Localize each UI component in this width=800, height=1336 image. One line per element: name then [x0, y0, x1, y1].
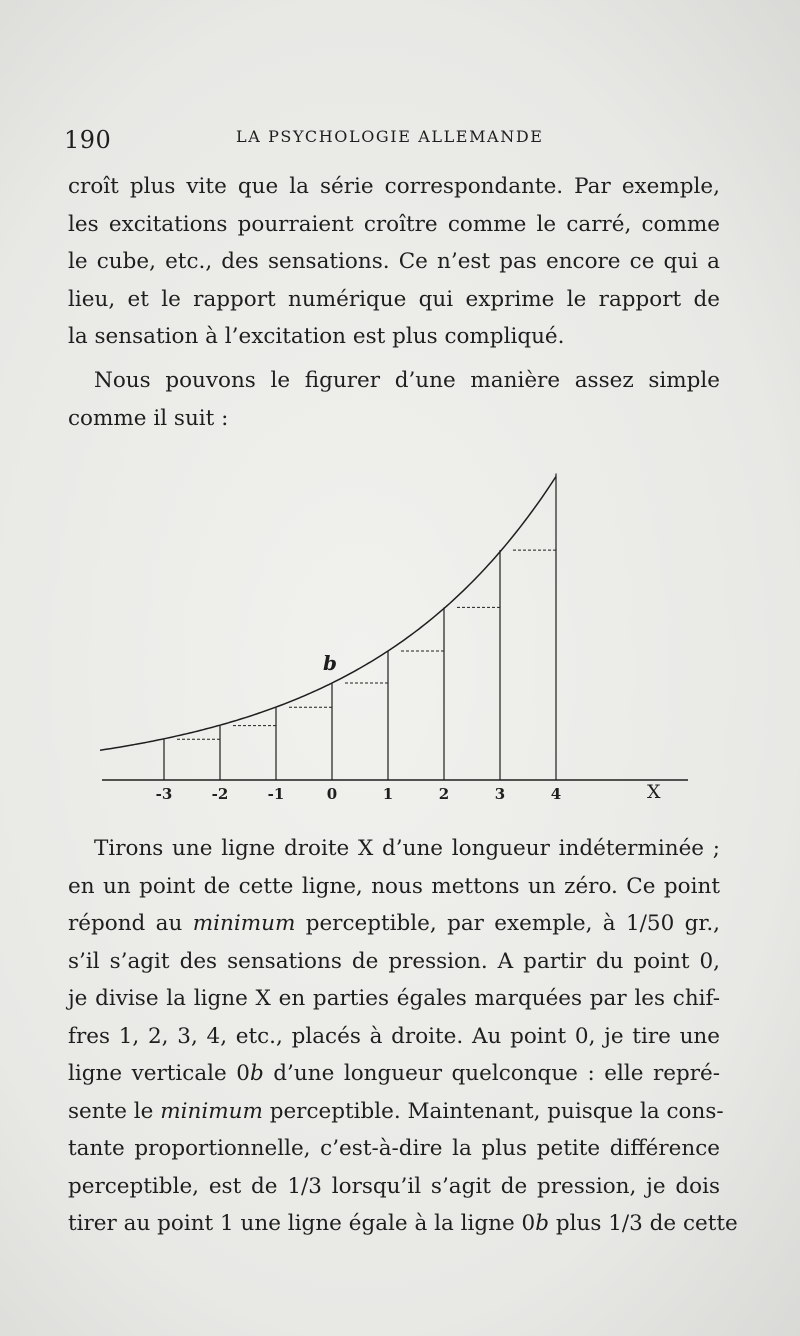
- tick-label: 2: [438, 785, 450, 803]
- text-run: s’il s’agit des sensations de pression. A partir du point 0,: [68, 948, 720, 974]
- text-line: [68, 1130, 720, 1168]
- text-line: [68, 1205, 738, 1243]
- text-line: [68, 905, 720, 943]
- text-line: croît plus vite que la série correspondante. Par exemple,: [68, 174, 720, 199]
- text-line: les excitations pourraient croître comme le carré, comme: [68, 211, 720, 237]
- text-line: [68, 830, 720, 868]
- text-run: plus 1/3 de cette: [549, 1211, 738, 1236]
- tick-label: 4: [550, 785, 562, 803]
- text-run: fres 1, 2, 3, 4, etc., placés à droite. Au point 0, je tire une: [68, 1023, 720, 1049]
- text-run: Tirons une ligne droite X d’une longueur indéterminée ;: [94, 836, 720, 861]
- tick-label: 1: [382, 785, 394, 803]
- text-line: [68, 1018, 720, 1056]
- text-run: perceptible. Maintenant, puisque la cons-: [262, 1098, 724, 1124]
- paragraph-2: [68, 362, 720, 437]
- exponential-curve-figure: [100, 432, 700, 812]
- text-run: ligne verticale 0: [68, 1061, 250, 1086]
- text-line: [68, 1055, 720, 1093]
- text-line: le cube, etc., des sensations. Ce n’est pas encore ce qui a: [68, 249, 720, 274]
- tick-label: -3: [155, 785, 173, 803]
- text-run: tante proportionnelle, c’est-à-dire la plus petite différence: [68, 1136, 720, 1161]
- text-line: [68, 868, 720, 906]
- axis-label-x: X: [647, 781, 661, 803]
- figure-svg: [100, 432, 700, 812]
- italic-text: minimum: [160, 1098, 263, 1124]
- text-run: sente le: [68, 1098, 161, 1124]
- text-line: lieu, et le rapport numérique qui exprime le rapport de: [68, 286, 720, 312]
- paragraph-1: [68, 168, 720, 356]
- text-run: en un point de cette ligne, nous mettons un zéro. Ce point: [68, 873, 720, 899]
- paragraph-3: [68, 830, 738, 1243]
- point-label-b: b: [323, 651, 337, 675]
- text-line: Nous pouvons le figurer d’une manière assez simple: [94, 368, 720, 393]
- italic-text: minimum: [192, 911, 296, 936]
- text-line: [68, 1093, 724, 1131]
- running-title: LA PSYCHOLOGIE ALLEMANDE: [236, 127, 544, 146]
- text-run: tirer au point 1 une ligne égale à la ligne 0: [68, 1211, 536, 1236]
- text-line: [68, 980, 720, 1018]
- tick-label: 3: [494, 785, 506, 803]
- text-line: comme il suit :: [68, 405, 229, 431]
- text-run: je divise la ligne X en parties égales marquées par les chif-: [68, 986, 720, 1011]
- text-line: [68, 1168, 720, 1206]
- page-number: 190: [64, 126, 112, 154]
- text-run: perceptible, par exemple, à 1/50 gr.,: [295, 911, 720, 936]
- text-run: répond au: [68, 911, 193, 936]
- text-line: la sensation à l’excitation est plus compliqué.: [68, 324, 565, 349]
- growth-curve: [100, 477, 556, 751]
- italic-text: b: [249, 1061, 264, 1086]
- tick-label: -2: [211, 785, 229, 803]
- tick-label: 0: [326, 785, 338, 803]
- text-line: [68, 943, 720, 981]
- text-run: perceptible, est de 1/3 lorsqu’il s’agit de pression, je dois: [68, 1173, 720, 1199]
- italic-text: b: [535, 1211, 550, 1236]
- tick-label: -1: [267, 785, 285, 803]
- text-run: d’une longueur quelconque : elle repré-: [263, 1061, 720, 1086]
